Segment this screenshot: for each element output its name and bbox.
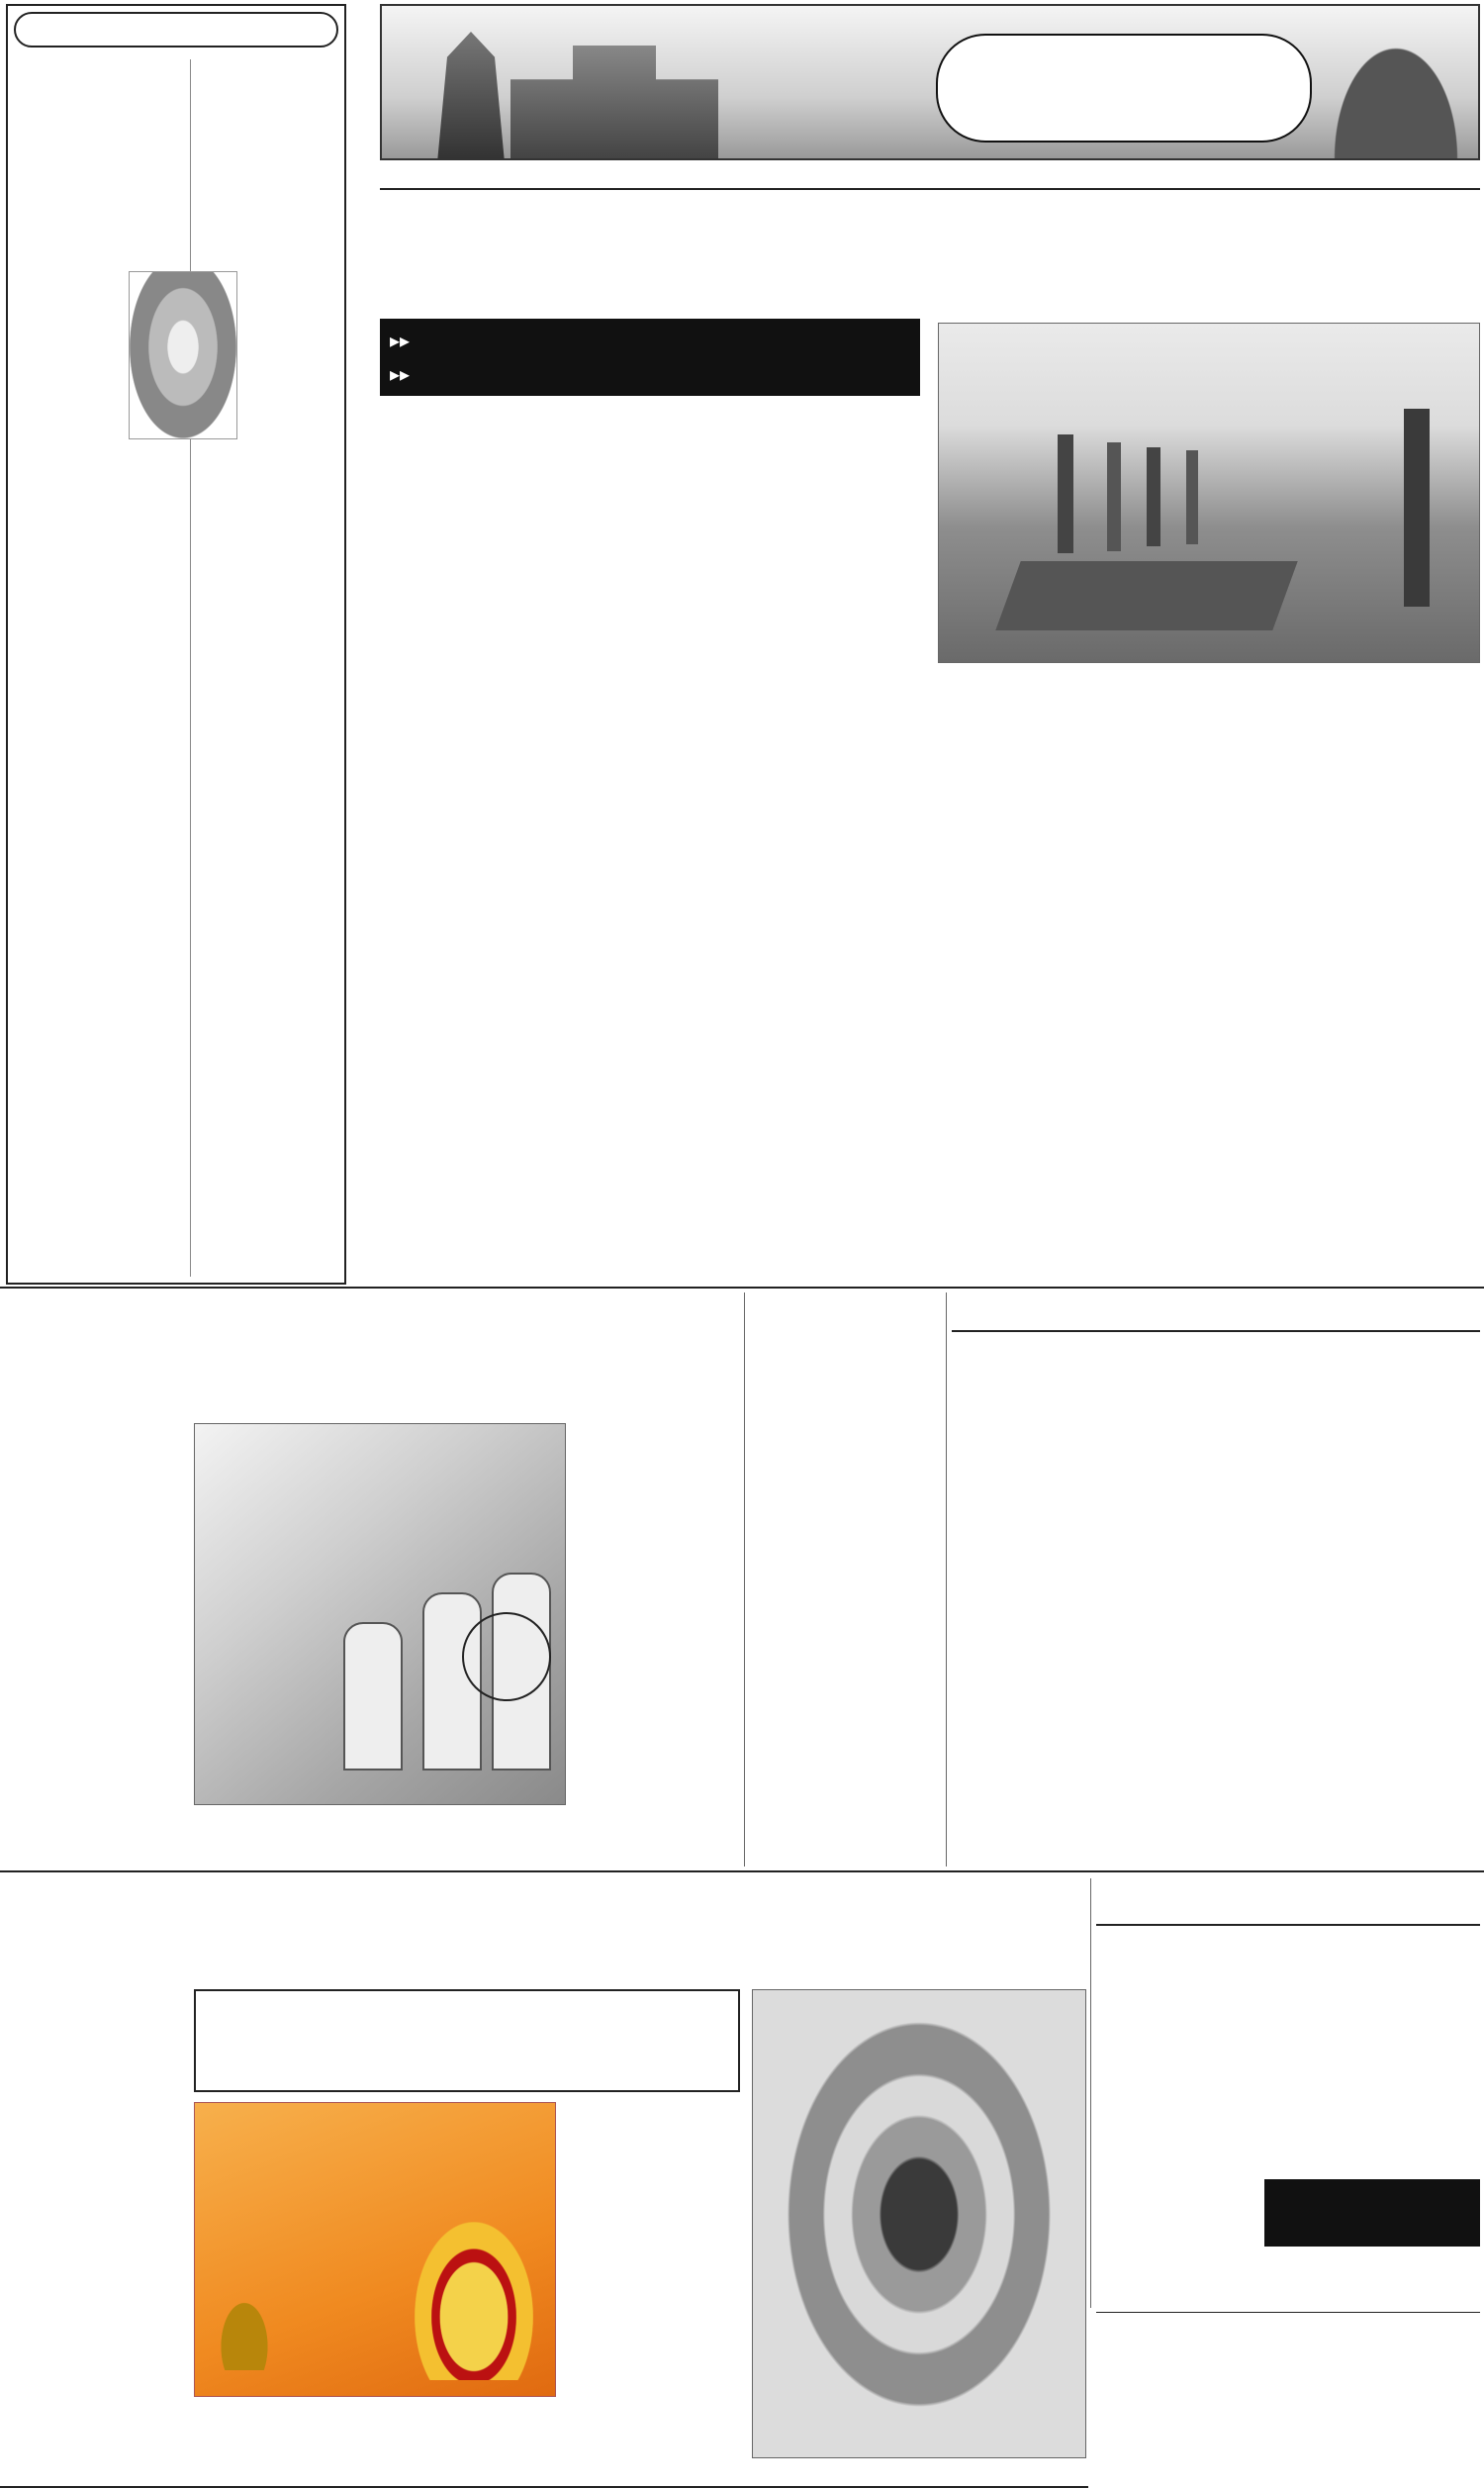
events-box — [6, 4, 346, 1285]
section-rule-2 — [0, 1870, 1484, 1872]
meghanad-headline — [6, 1326, 738, 1417]
ruin-pillar — [1107, 442, 1121, 551]
masthead-subtitle — [936, 113, 1312, 141]
lead-photo-label — [1166, 393, 1275, 411]
doctor-body — [1096, 2033, 1480, 2181]
puri-kicker — [952, 1292, 1480, 1328]
lead-body-2 — [562, 406, 736, 1277]
bmc-divider — [744, 1292, 745, 1866]
chandi-body-1 — [6, 2013, 184, 2399]
doctor-headline-1 — [1096, 1930, 1480, 1977]
doctor-body-2 — [1096, 2183, 1258, 2310]
wall-block — [343, 1622, 403, 1770]
goddess-face — [415, 2222, 533, 2380]
events-divider — [190, 59, 191, 1277]
bmc-body — [750, 1433, 940, 1865]
building-silhouette — [510, 46, 718, 158]
poster-year — [264, 2162, 422, 2206]
chandi-body-4 — [566, 2403, 740, 2478]
meghanad-body-2 — [572, 1423, 738, 1855]
amrit-bela — [1096, 1878, 1480, 1922]
ruin-pillar — [1147, 447, 1160, 546]
lead-body-1 — [380, 406, 554, 1277]
idol-photo — [752, 1989, 1086, 2458]
lead-strap-box — [380, 319, 920, 396]
poster-caption — [194, 2403, 556, 2478]
meghanad-photo-caption — [194, 1807, 564, 1827]
meghanad-body-1 — [6, 1423, 184, 1855]
lead-headline — [380, 194, 1480, 313]
poster-sub2 — [284, 2313, 432, 2343]
puri-kicker-rule — [952, 1330, 1480, 1332]
chandi-sub2 — [6, 2403, 184, 2425]
lead-body-4 — [938, 671, 1112, 1277]
chandi-headline — [6, 1878, 1084, 1981]
lead-body-5 — [1120, 671, 1294, 1277]
puri-divider — [946, 1292, 947, 1866]
events-col2 — [196, 59, 340, 1277]
poster-sub1 — [284, 2281, 422, 2311]
lead-body-6 — [1302, 671, 1478, 1277]
bmc-headline — [750, 1292, 940, 1427]
kalash-icon — [215, 2291, 274, 2370]
dome-silhouette — [1322, 26, 1470, 158]
strap2-arrows: ▸▸ — [390, 362, 411, 386]
ruin-pillar — [1186, 450, 1198, 544]
puri-headline — [952, 1336, 1480, 1415]
ruin-wall — [995, 561, 1297, 630]
pharmacy-rule — [1096, 2312, 1480, 2313]
masthead-skyline-image — [380, 4, 1480, 160]
masthead-rule — [380, 188, 1480, 190]
chandi-body-3 — [566, 2102, 740, 2399]
right-col-divider — [1090, 1878, 1091, 2308]
ruin-pillar — [1404, 409, 1430, 607]
durga-poster — [194, 2102, 556, 2397]
chandi-body-2 — [6, 2427, 184, 2480]
poster-title — [205, 2113, 547, 2160]
idol-caption — [752, 2458, 1084, 2478]
doctor-headline-2 — [1096, 1979, 1480, 2027]
strap2 — [390, 358, 914, 390]
section-rule-1 — [0, 1287, 1484, 1289]
highlight-circle — [462, 1612, 551, 1701]
masthead-title — [936, 36, 1312, 115]
chandi-sub1 — [6, 1989, 184, 2011]
strap1 — [390, 325, 914, 356]
chandi-intro-box — [194, 1989, 740, 2092]
lead-photo — [938, 323, 1480, 663]
strap1-arrows: ▸▸ — [390, 329, 411, 352]
meghanad-kicker — [6, 1292, 728, 1326]
events-title-bar — [14, 12, 338, 48]
masthead — [380, 4, 1480, 162]
amrit-rule — [1096, 1924, 1480, 1926]
meghanad-body-3 — [194, 1831, 738, 1865]
lead-body-3 — [744, 406, 920, 1277]
events-col1 — [16, 59, 186, 1277]
ganesha-image — [129, 271, 237, 439]
ruin-pillar — [1058, 434, 1073, 553]
cholera-box — [1264, 2179, 1480, 2247]
puri-body — [952, 1423, 1480, 1865]
meghanad-photo — [194, 1423, 566, 1805]
